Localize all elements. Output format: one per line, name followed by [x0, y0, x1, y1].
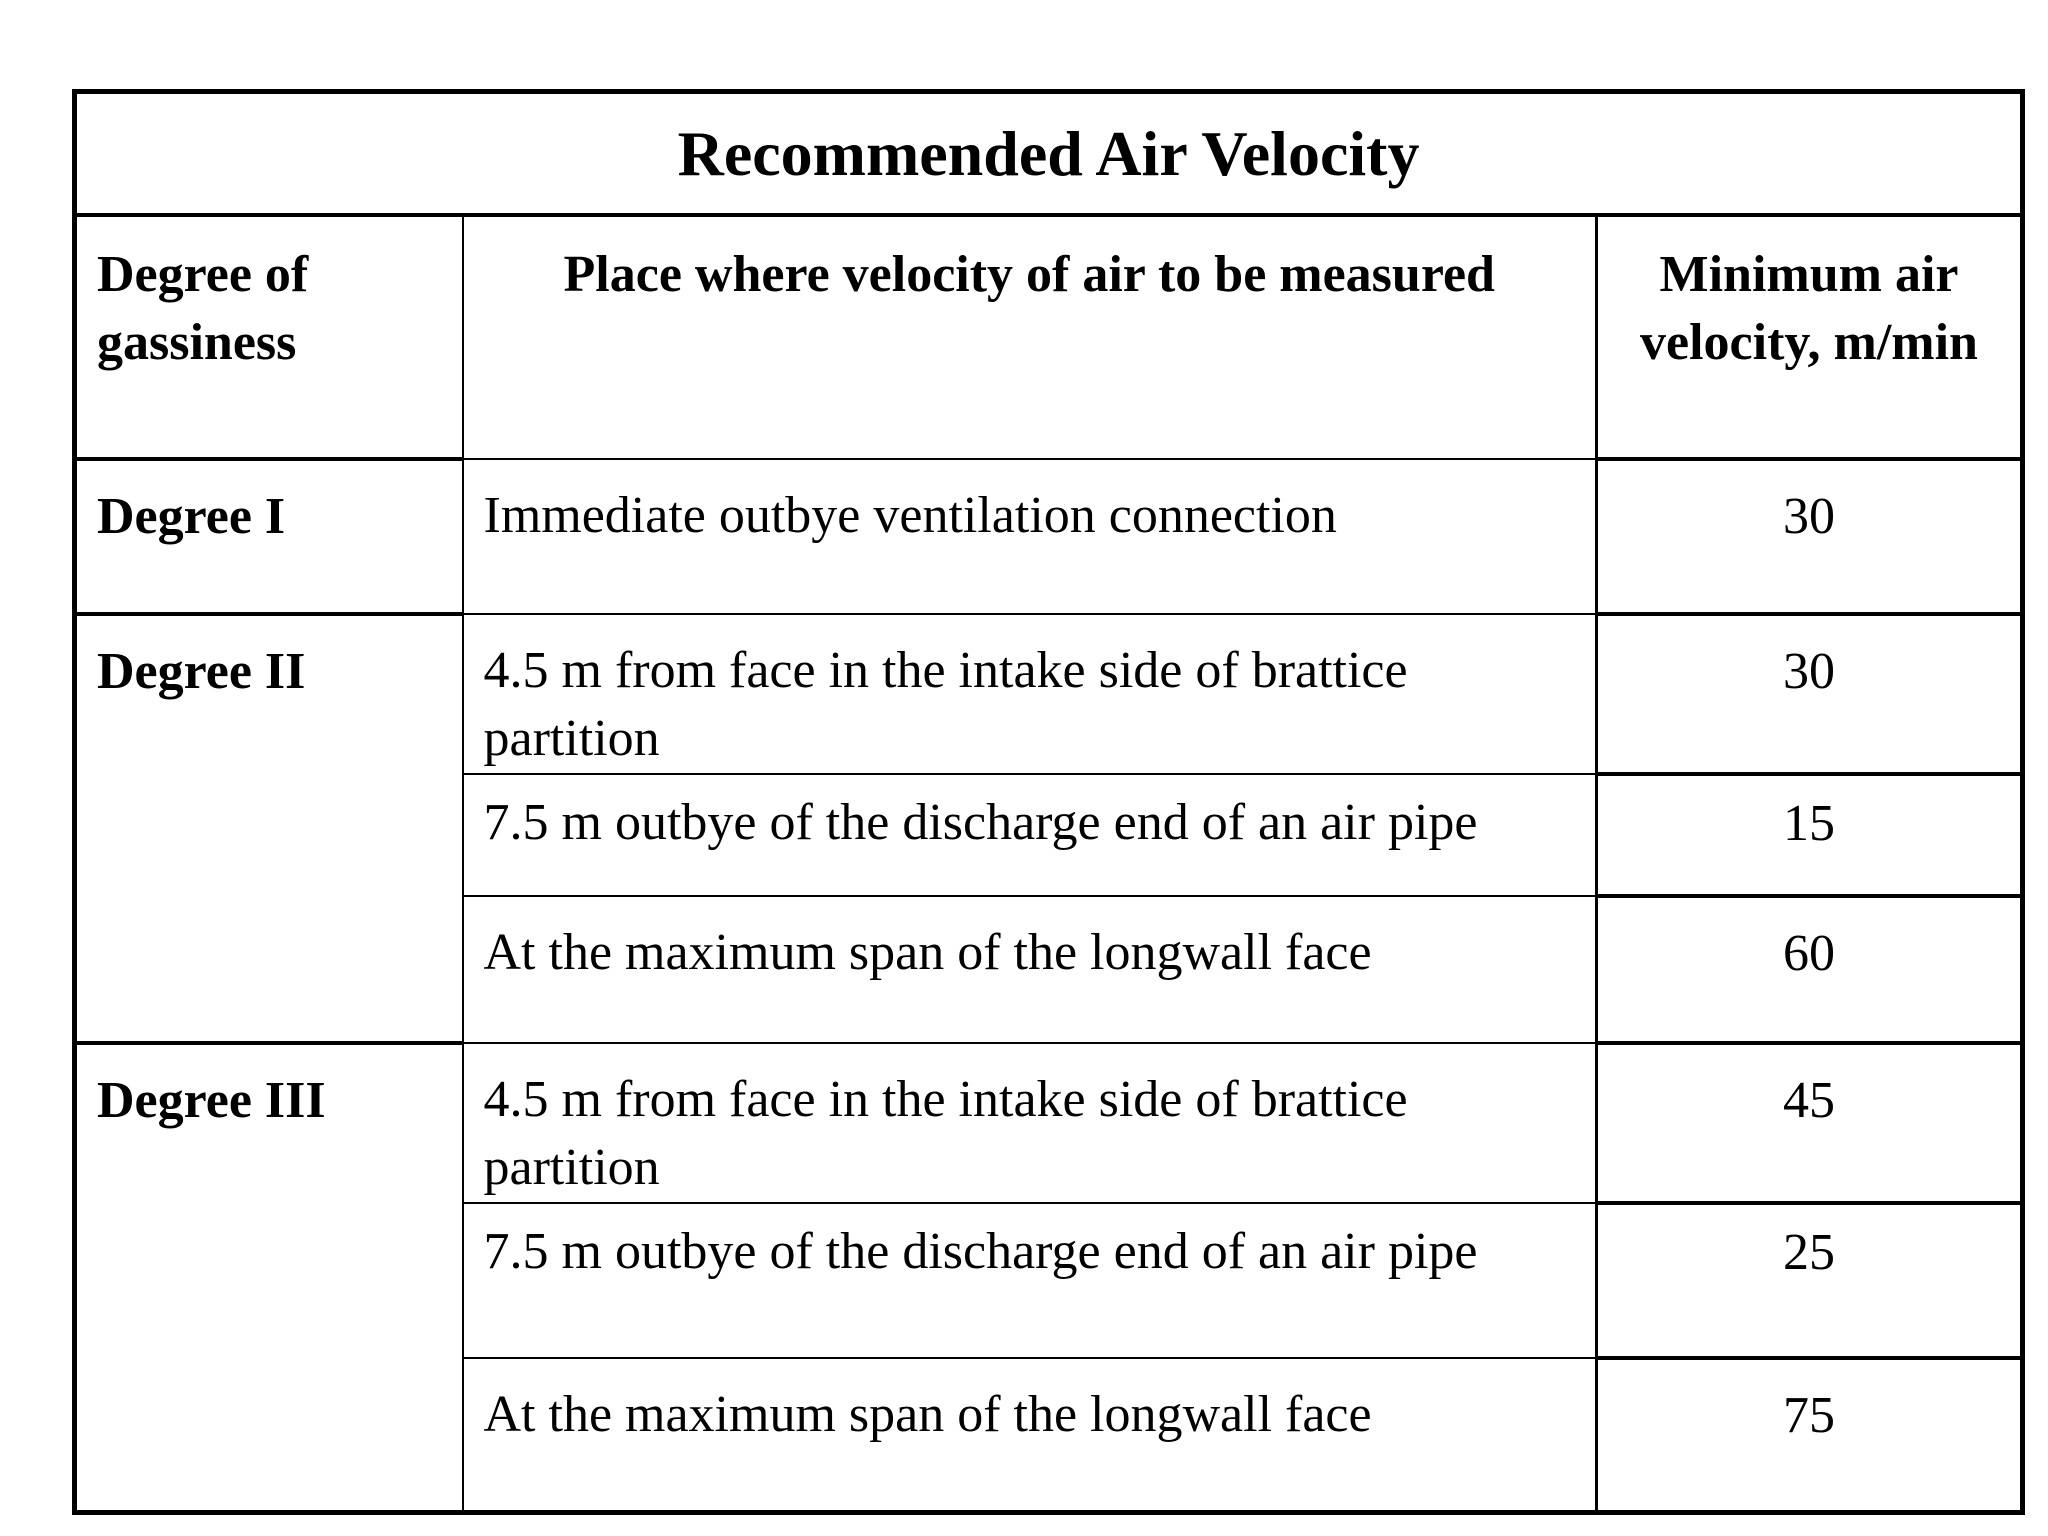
header-velocity: Minimum air velocity, m/min [1597, 215, 2023, 459]
degree-cell: Degree I [75, 459, 463, 614]
table-row [75, 459, 2023, 614]
header-degree: Degree of gassiness [97, 246, 309, 371]
place-cell: 7.5 m outbye of the discharge end of an air pipe [463, 1203, 1597, 1358]
velocity-cell: 45 [1597, 1043, 2023, 1203]
place-cell: 7.5 m outbye of the discharge end of an air pipe [463, 774, 1597, 896]
velocity-cell: 60 [1597, 896, 2023, 1043]
header-row [75, 215, 2023, 459]
place-cell: At the maximum span of the longwall face [463, 896, 1597, 1043]
table-row [75, 614, 2023, 774]
velocity-cell: 25 [1597, 1203, 2023, 1358]
degree-cell: Degree III [75, 1043, 463, 1512]
table-title: Recommended Air Velocity [75, 92, 2023, 216]
header-place: Place where velocity of air to be measured [463, 215, 1597, 459]
place-cell: 4.5 m from face in the intake side of brattice partition [463, 614, 1597, 774]
place-cell: 4.5 m from face in the intake side of brattice partition [463, 1043, 1597, 1203]
velocity-cell: 30 [1597, 459, 2023, 614]
velocity-cell: 30 [1597, 614, 2023, 774]
place-cell: At the maximum span of the longwall face [463, 1358, 1597, 1512]
degree-cell: Degree II [75, 614, 463, 1043]
title-row [75, 92, 2023, 216]
air-velocity-table [72, 89, 2025, 1515]
velocity-cell: 75 [1597, 1358, 2023, 1512]
table-row [75, 1043, 2023, 1203]
place-cell: Immediate outbye ventilation connection [463, 459, 1597, 614]
velocity-cell: 15 [1597, 774, 2023, 896]
